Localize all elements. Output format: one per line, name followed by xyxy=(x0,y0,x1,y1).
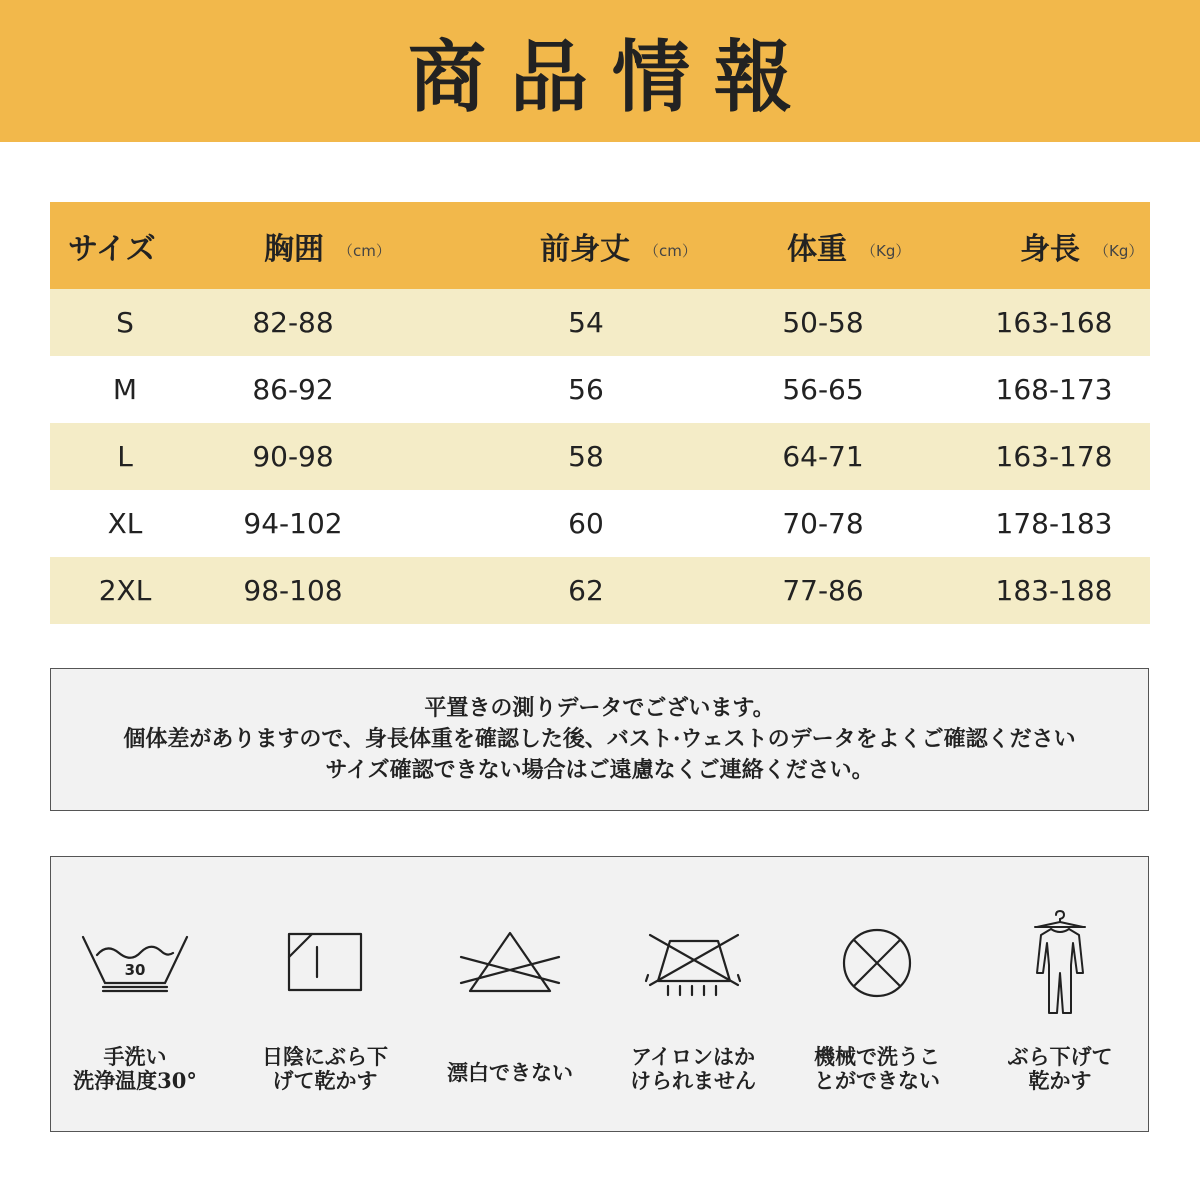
hand-wash-30-icon xyxy=(75,925,195,1005)
notice-line: 平置きの測りデータでございます。 xyxy=(424,695,775,721)
cell-length: 62 xyxy=(568,574,604,607)
header-size-label: サイズ xyxy=(68,231,156,267)
no-bleach-icon xyxy=(455,927,565,997)
header-length-label: 前身丈 xyxy=(540,231,630,267)
care-item-no-machine-wash xyxy=(787,857,967,1133)
table-row xyxy=(50,490,1150,557)
cell-length: 60 xyxy=(568,507,604,540)
notice-line: サイズ確認できない場合はご遠慮なくご連絡ください。 xyxy=(325,757,874,783)
no-iron-icon xyxy=(638,923,748,1003)
wash-temperature-text: 30 xyxy=(124,961,146,979)
care-item-no-bleach xyxy=(420,857,600,1133)
header-weight-unit: （Kg） xyxy=(861,242,911,260)
cell-chest: 94-102 xyxy=(243,507,343,540)
notice-line: 個体差がありますので、身長体重を確認した後、バスト·ウェストのデータをよくご確認ください xyxy=(123,726,1076,752)
care-item-shade-dry xyxy=(235,857,415,1133)
care-label: アイロンはか けられません xyxy=(630,1044,756,1093)
size-table xyxy=(50,202,1150,624)
header-chest-unit: （cm） xyxy=(338,242,391,260)
cell-chest: 98-108 xyxy=(243,574,343,607)
header-weight xyxy=(787,202,910,289)
header-weight-label: 体重 xyxy=(787,231,847,267)
cell-chest: 82-88 xyxy=(252,306,334,339)
header-chest xyxy=(264,202,391,289)
header-chest-label: 胸囲 xyxy=(264,231,324,267)
cell-height: 183-188 xyxy=(995,574,1113,607)
care-label: 日陰にぶら下 げて乾かす xyxy=(262,1044,388,1093)
care-instructions xyxy=(50,856,1149,1132)
cell-weight: 56-65 xyxy=(782,373,864,406)
cell-size: S xyxy=(116,306,134,339)
cell-height: 178-183 xyxy=(995,507,1113,540)
header-length xyxy=(540,202,697,289)
header-height xyxy=(1020,202,1143,289)
cell-size: 2XL xyxy=(98,574,152,607)
cell-weight: 64-71 xyxy=(782,440,864,473)
care-item-no-iron xyxy=(603,857,783,1133)
cell-height: 168-173 xyxy=(995,373,1113,406)
cell-size: XL xyxy=(107,507,143,540)
care-label: 手洗い 洗浄温度30° xyxy=(73,1044,197,1093)
header-height-unit: （Kg） xyxy=(1094,242,1144,260)
cell-chest: 90-98 xyxy=(252,440,334,473)
cell-height: 163-168 xyxy=(995,306,1113,339)
cell-chest: 86-92 xyxy=(252,373,334,406)
care-label: 漂白できない xyxy=(447,1060,573,1085)
no-machine-wash-icon xyxy=(837,923,917,1003)
header-height-label: 身長 xyxy=(1020,231,1080,267)
cell-weight: 77-86 xyxy=(782,574,864,607)
page-title: 商品情報 xyxy=(407,32,816,123)
header-length-unit: （cm） xyxy=(644,242,697,260)
table-row xyxy=(50,557,1150,624)
shade-hang-dry-icon xyxy=(280,927,370,997)
cell-weight: 50-58 xyxy=(782,306,864,339)
cell-length: 54 xyxy=(568,306,604,339)
table-row xyxy=(50,356,1150,423)
cell-size: M xyxy=(112,373,138,406)
cell-size: L xyxy=(117,440,133,473)
table-row xyxy=(50,423,1150,490)
header-size xyxy=(68,202,156,289)
table-header xyxy=(50,202,1150,289)
hang-dry-icon xyxy=(1025,909,1095,1019)
care-label: 機械で洗うこ とができない xyxy=(814,1044,940,1093)
measurement-notice xyxy=(50,668,1149,811)
cell-height: 163-178 xyxy=(995,440,1113,473)
table-row xyxy=(50,289,1150,356)
header-banner xyxy=(0,0,1200,142)
cell-length: 56 xyxy=(568,373,604,406)
care-item-hang-dry xyxy=(970,857,1150,1133)
care-label: ぶら下げて 乾かす xyxy=(1007,1044,1113,1093)
cell-weight: 70-78 xyxy=(782,507,864,540)
care-item-hand-wash xyxy=(45,857,225,1133)
cell-length: 58 xyxy=(568,440,604,473)
